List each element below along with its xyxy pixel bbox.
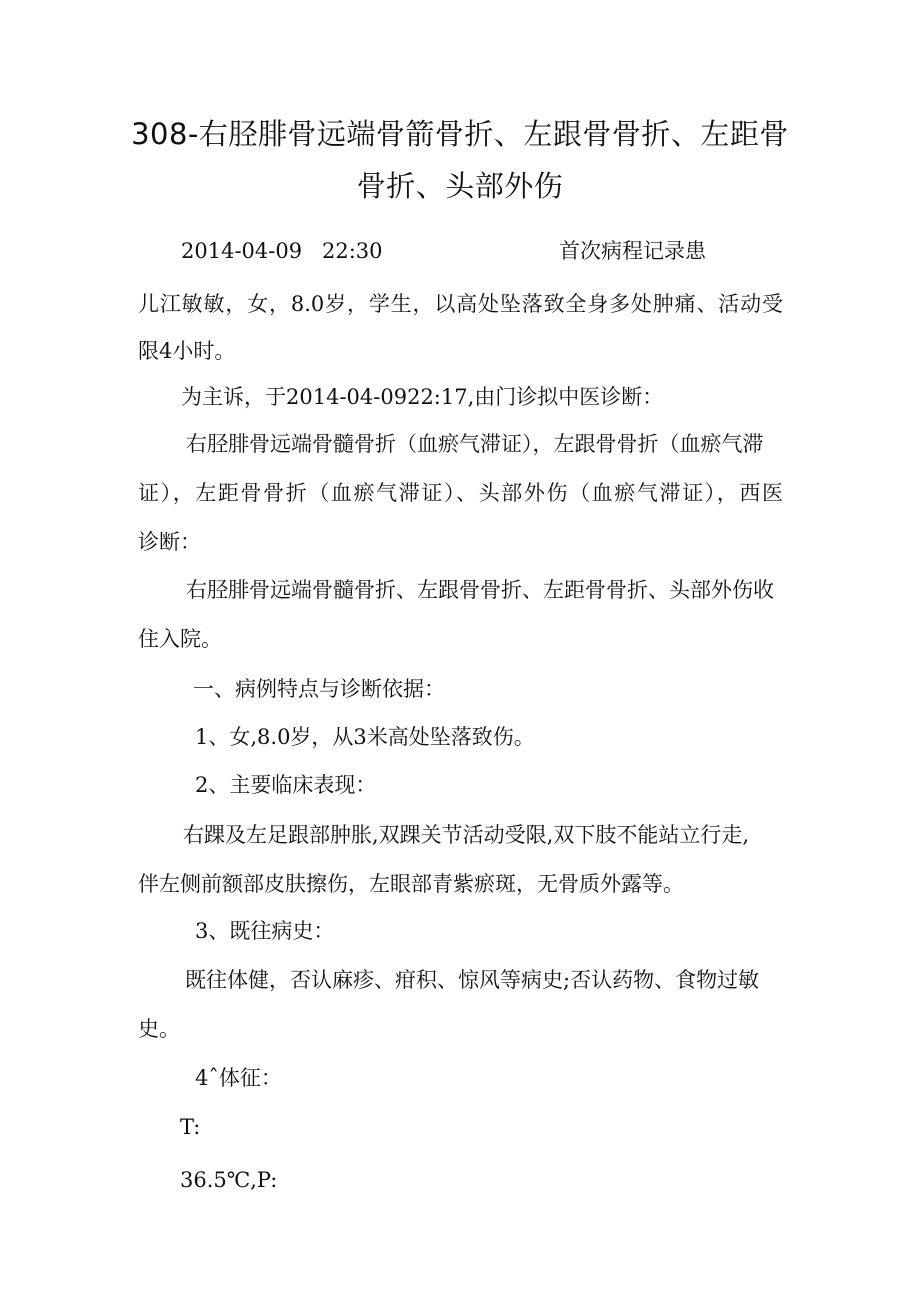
- body-line: 诊断：: [138, 530, 201, 554]
- body-line: 限4小时。: [138, 339, 236, 363]
- body-line: 右胫腓骨远端骨髓骨折、左跟骨骨折、左距骨骨折、头部外伤收: [186, 578, 774, 602]
- body-line: 住入院。: [138, 627, 222, 651]
- section-heading: 一、病例特点与诊断依据：: [193, 677, 445, 701]
- subsection-heading: 4ˆ体征：: [195, 1066, 282, 1090]
- vital-sign-value: 36.5℃,P:: [180, 1168, 278, 1192]
- body-line: 伴左侧前额部皮肤擦伤，左眼部青紫瘀斑，无骨质外露等。: [138, 872, 684, 896]
- document-title-line-1: 308-右胫腓骨远端骨箭骨折、左跟骨骨折、左距骨: [131, 117, 789, 151]
- record-time: 22:30: [322, 239, 383, 263]
- body-line: 史。: [138, 1017, 180, 1041]
- subsection-heading: 2、主要临床表现：: [195, 773, 377, 797]
- body-line: 右胫腓骨远端骨髓骨折（血瘀气滞证），左跟骨骨折（血瘀气滞: [186, 432, 764, 456]
- record-date: 2014-04-09: [181, 239, 303, 263]
- body-line: 既往体健，否认麻疹、疳积、惊风等病史;否认药物、食物过敏: [185, 968, 760, 992]
- body-line: 1、女,8.0岁，从3米高处坠落致伤。: [195, 725, 535, 749]
- vital-sign-label: T:: [180, 1115, 201, 1139]
- subsection-heading: 3、既往病史：: [195, 919, 335, 943]
- body-line: 证），左距骨骨折（血瘀气滞证）、头部外伤（血瘀气滞证），西医: [138, 481, 783, 505]
- body-line: 为主诉，于2014-04-0922:17,由门诊拟中医诊断：: [181, 385, 664, 409]
- record-type-label: 首次病程记录患: [559, 239, 706, 263]
- document-title-line-2: 骨折、头部外伤: [356, 169, 564, 203]
- body-line: 右踝及左足跟部肿胀,双踝关节活动受限,双下肢不能站立行走,: [183, 823, 750, 847]
- body-line: 儿江敏敏，女，8.0岁，学生，以高处坠落致全身多处肿痛、活动受: [138, 292, 783, 316]
